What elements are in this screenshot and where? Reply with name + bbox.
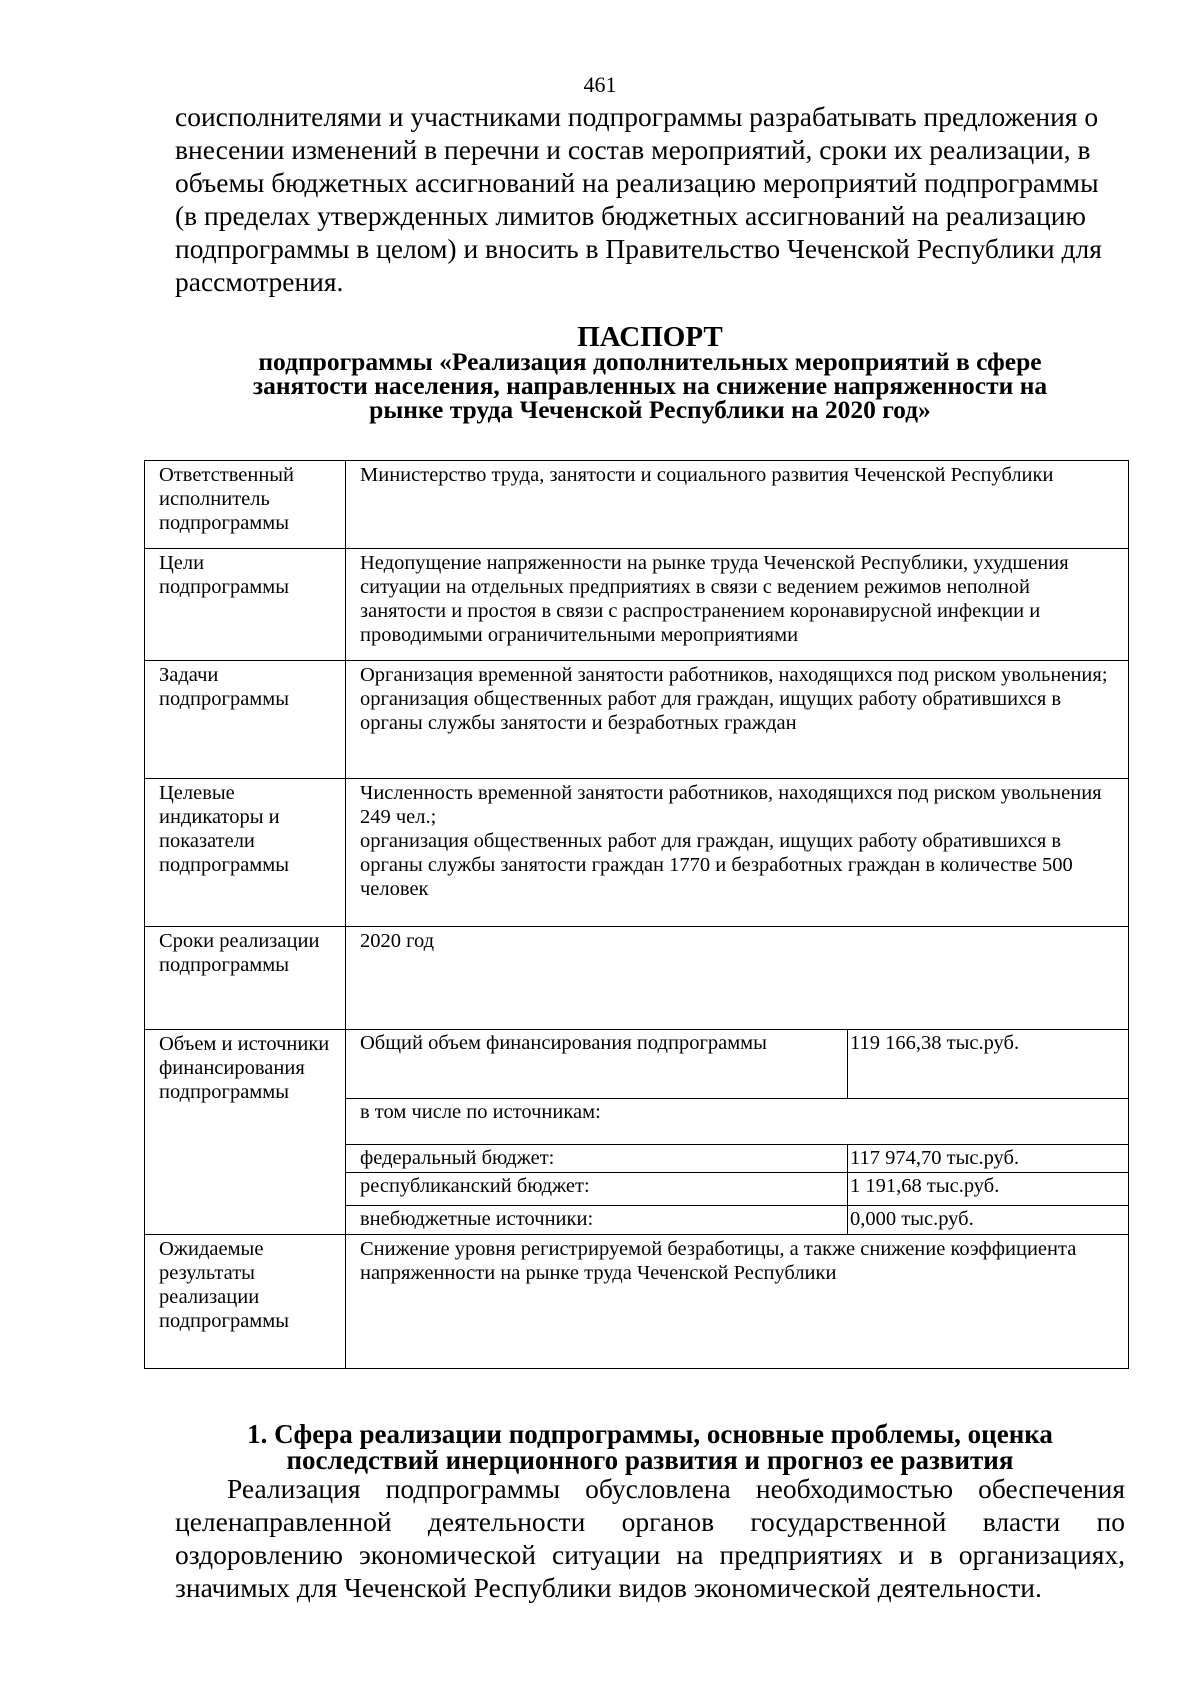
table-row <box>145 549 1129 661</box>
financing-label: республиканский бюджет: <box>346 1172 848 1205</box>
financing-amount: 0,000 тыс.руб. <box>848 1205 1129 1234</box>
financing-row <box>346 1030 1128 1098</box>
passport-title: ПАСПОРТ <box>577 321 723 353</box>
intro-paragraph: соисполнителями и участниками подпрограммы разрабатывать предложения о внесении изменений в перечни и состав мероприятий, сроки их реализации, в объемы бюджетных ассигнований на реализацию мероприятий подпрограммы (в пределах утвержденных лимитов бюджетных ассигнований на реализацию подпрограммы в целом) и вносить в Правительство Чеченской Республики для рассмотрения. <box>175 101 1102 297</box>
row-value <box>346 661 1129 779</box>
row-label: Цели подпрограммы <box>145 549 346 661</box>
row-value <box>346 779 1129 927</box>
row-value-line: организация общественных работ для граждан, ищущих работу обратившихся в органы службы занятости граждан 1770 и безработных граждан в количестве 500 человек <box>360 830 1073 900</box>
section-heading-line: последствий инерционного развития и прогноз ее развития <box>286 1445 1014 1475</box>
page-number: 461 <box>583 72 617 97</box>
financing-row <box>346 1098 1128 1144</box>
section-heading <box>175 1421 1125 1473</box>
table-row <box>145 461 1129 549</box>
row-label: Задачи подпрограммы <box>145 661 346 779</box>
section-heading-line: 1. Сфера реализации подпрограммы, основные проблемы, оценка <box>247 1419 1053 1449</box>
financing-row <box>346 1205 1128 1234</box>
row-value: Снижение уровня регистрируемой безработицы, а также снижение коэффициента напряженности на рынке труда Чеченской Республики <box>346 1235 1129 1369</box>
passport-subtitle-line: занятости населения, направленных на снижение напряженности на <box>252 371 1048 400</box>
row-value-line: Организация временной занятости работников, находящихся под риском увольнения; <box>360 664 1108 686</box>
financing-row <box>346 1144 1128 1172</box>
financing-amount: 119 166,38 тыс.руб. <box>848 1030 1129 1098</box>
row-label: Ответственный исполнитель подпрограммы <box>145 461 346 549</box>
row-value: Недопущение напряженности на рынке труда Чеченской Республики, ухудшения ситуации на отдельных предприятиях в связи с ведением режимов неполной занятости и простоя в связи с распространением коронавирусной инфекции и проводимыми ограничительными мероприятиями <box>346 549 1129 661</box>
row-label: Целевые индикаторы и показатели подпрограммы <box>145 779 346 927</box>
row-value: 2020 год <box>346 927 1129 1030</box>
financing-cell <box>346 1030 1129 1235</box>
passport-subtitle <box>175 347 1125 424</box>
financing-amount: 1 191,68 тыс.руб. <box>848 1172 1129 1205</box>
section-paragraph: Реализация подпрограммы обусловлена необходимостью обеспечения целенаправленной деятельности органов государственной власти по оздоровлению экономической ситуации на предприятиях и в организациях, значимых для Чеченской Республики видов экономической деятельности. <box>175 1473 1125 1603</box>
table-row <box>145 1235 1129 1369</box>
row-label: Ожидаемые результаты реализации подпрограммы <box>145 1235 346 1369</box>
table-row <box>145 779 1129 927</box>
financing-label: Общий объем финансирования подпрограммы <box>346 1030 848 1098</box>
table-row <box>145 1030 1129 1235</box>
table-row <box>145 927 1129 1030</box>
table-row <box>145 661 1129 779</box>
financing-label: внебюджетные источники: <box>360 1207 594 1230</box>
financing-table <box>346 1030 1128 1234</box>
financing-amount: 117 974,70 тыс.руб. <box>848 1144 1129 1172</box>
financing-label: в том числе по источникам: <box>346 1098 1128 1144</box>
row-value-line: организация общественных работ для граждан, ищущих работу обратившихся в органы службы занятости и безработных граждан <box>360 688 1062 734</box>
financing-row <box>346 1172 1128 1205</box>
row-label: Объем и источники финансирования подпрограммы <box>145 1030 346 1235</box>
passport-subtitle-line: рынке труда Чеченской Республики на 2020 год» <box>369 395 931 424</box>
row-value: Министерство труда, занятости и социального развития Чеченской Республики <box>346 461 1129 549</box>
row-value-line: Численность временной занятости работников, находящихся под риском увольнения 249 чел.; <box>360 782 1102 828</box>
passport-table <box>144 460 1129 1369</box>
row-label: Сроки реализации подпрограммы <box>145 927 346 1030</box>
financing-label: федеральный бюджет: <box>346 1144 848 1172</box>
passport-subtitle-line: подпрограммы «Реализация дополнительных мероприятий в сфере <box>258 347 1042 376</box>
